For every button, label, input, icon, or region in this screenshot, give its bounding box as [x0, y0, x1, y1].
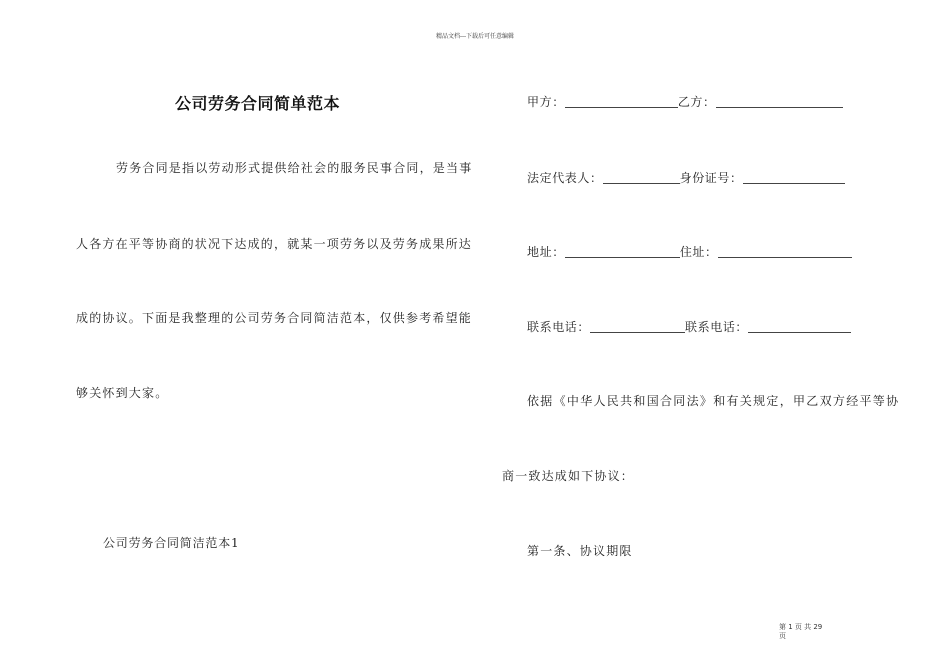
parties-row: [527, 93, 843, 110]
party-a-blank: [565, 95, 678, 108]
address-label: 地址：: [527, 245, 565, 259]
legal-rep-blank: [603, 171, 680, 184]
page-number-line-1: 第 1 页 共 29: [779, 623, 823, 631]
phone-a-blank: [590, 320, 685, 333]
legal-rep-row: [527, 169, 845, 186]
party-a-label: 甲方：: [527, 95, 565, 109]
legal-rep-label: 法定代表人：: [527, 171, 603, 185]
section-title: 公司劳务合同简洁范本1: [103, 536, 240, 550]
document-header: 精品文档---下载后可任意编辑: [435, 33, 515, 40]
intro-line-3: 成的协议。下面是我整理的公司劳务合同简洁范本，仅供参考希望能: [76, 311, 473, 325]
article-1-heading: 第一条、协议期限: [527, 544, 633, 558]
basis-line-1: 依据《中华人民共和国合同法》和有关规定，甲乙双方经平等协: [527, 394, 900, 408]
phone-b-blank: [748, 320, 851, 333]
phone-row: [527, 318, 851, 335]
phone-a-label: 联系电话：: [527, 320, 591, 334]
page-number: [779, 623, 822, 641]
phone-b-label: 联系电话：: [685, 320, 749, 334]
intro-line-2: 人各方在平等协商的状况下达成的，就某一项劳务以及劳务成果所达: [76, 237, 473, 251]
intro-line-4: 够关怀到大家。: [76, 386, 169, 400]
document-title: 公司劳务合同简单范本: [175, 94, 341, 113]
residence-blank: [718, 245, 852, 258]
id-number-label: 身份证号：: [679, 171, 743, 185]
page-number-line-2: 页: [779, 632, 786, 640]
address-row: [527, 243, 852, 260]
residence-label: 住址：: [679, 245, 718, 259]
id-number-blank: [743, 171, 845, 184]
party-b-blank: [716, 95, 843, 108]
intro-line-1: 劳务合同是指以劳动形式提供给社会的服务民事合同，是当事: [116, 161, 473, 175]
basis-line-2: 商一致达成如下协议：: [502, 469, 635, 483]
party-b-label: 乙方：: [677, 95, 716, 109]
address-blank: [565, 245, 680, 258]
